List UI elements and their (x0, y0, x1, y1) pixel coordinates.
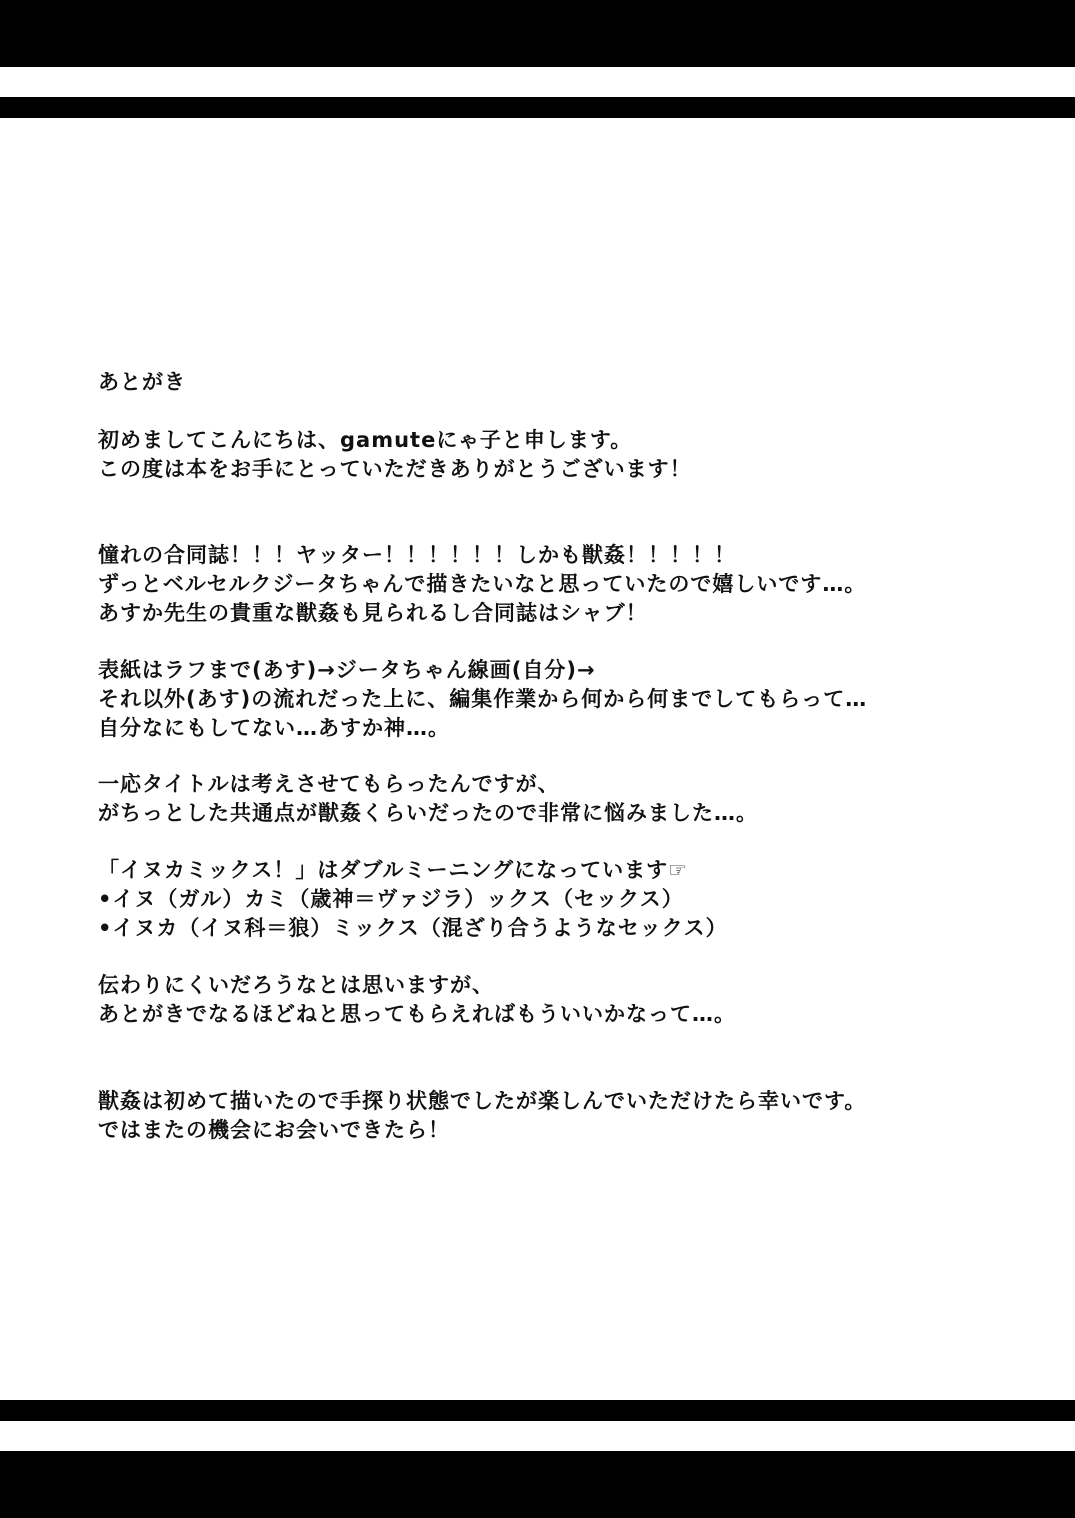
paragraph-greeting (98, 426, 978, 484)
paragraph-cover (98, 656, 978, 743)
text-line: 獣姦は初めて描いたので手探り状態でしたが楽しんでいただけたら幸いです。 (98, 1089, 867, 1113)
top-inner-border-band (0, 97, 1075, 118)
top-border-band (0, 0, 1075, 67)
text-line: 「イヌカミックス！」はダブルミーニングになっています☞ (98, 858, 688, 882)
afterword-heading (98, 368, 978, 397)
paragraph-double-meaning (98, 856, 978, 943)
text-line: 伝わりにくいだろうなとは思いますが、 (98, 973, 494, 997)
text-line: がちっとした共通点が獣姦くらいだったので非常に悩みました…。 (98, 801, 758, 825)
text-line: 一応タイトルは考えさせてもらったんですが、 (98, 772, 560, 796)
paragraph-title (98, 770, 978, 828)
text-line: ではまたの機会にお会いできたら！ (98, 1118, 450, 1142)
bottom-inner-border-band (0, 1400, 1075, 1421)
text-line: 自分なにもしてない…あすか神…。 (98, 716, 450, 740)
heading-text: あとがき (98, 370, 186, 394)
text-line: あすか先生の貴重な獣姦も見られるし合同誌はシャブ！ (98, 601, 648, 625)
text-line: 憧れの合同誌！！！ヤッター！！！！！！しかも獣姦！！！！！ (98, 543, 736, 567)
text-line: あとがきでなるほどねと思ってもらえればもういいかなって…。 (98, 1002, 736, 1026)
text-line: 初めましてこんにちは、gamuteにゃ子と申します。 (98, 428, 633, 452)
text-line: それ以外(あす)の流れだった上に、編集作業から何から何までしてもらって… (98, 687, 868, 711)
bullet-line: •イヌカ（イヌ科＝狼）ミックス（混ざり合うようなセックス） (98, 916, 728, 940)
bottom-border-band (0, 1451, 1075, 1518)
text-line: ずっとベルセルクジータちゃんで描きたいなと思っていたので嬉しいです…。 (98, 572, 867, 596)
paragraph-anthology (98, 541, 978, 628)
paragraph-explanation (98, 971, 978, 1029)
text-line: 表紙はラフまで(あす)→ジータちゃん線画(自分)→ (98, 658, 596, 682)
bullet-line: •イヌ（ガル）カミ（歳神＝ヴァジラ）ックス（セックス） (98, 887, 684, 911)
paragraph-closing (98, 1087, 978, 1145)
text-line: この度は本をお手にとっていただきありがとうございます！ (98, 457, 692, 481)
